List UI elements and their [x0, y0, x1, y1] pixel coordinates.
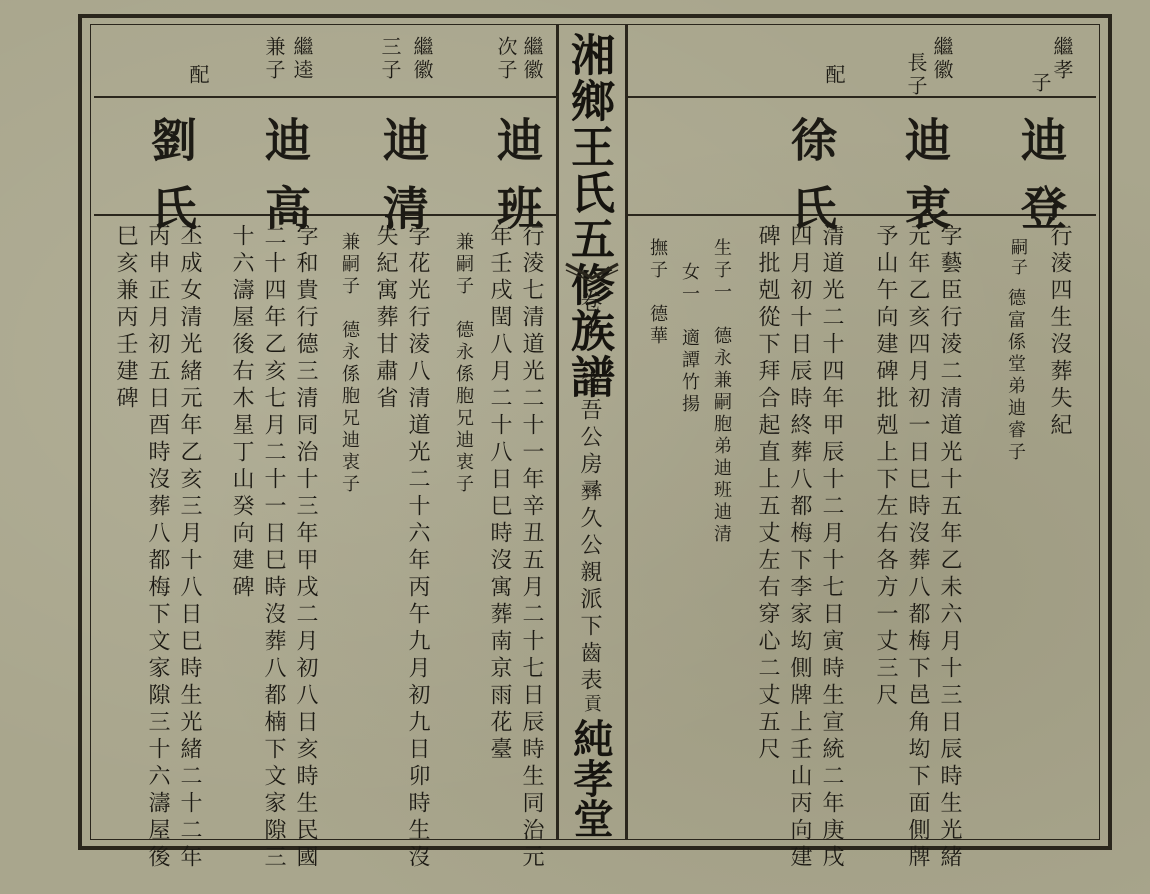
entry3-name: 迪班: [490, 116, 544, 252]
entry5-detail-1: 字和貴行德三清同治十三年甲戌二月初八日亥時生民國: [293, 224, 318, 872]
entry4-detail-2: 失紀寓葬甘肅省: [373, 224, 398, 413]
entry2-role-top: 繼徽: [930, 36, 954, 82]
hall-name: 純孝堂: [567, 718, 614, 838]
spouse1-name: 徐氏: [784, 116, 838, 252]
fishtail-mark-icon: [564, 262, 620, 282]
spouse2-detail-2: 丙申正月初五日酉時沒葬八都梅下文家隙三十六濤屋後: [145, 224, 170, 872]
spouse2-role: 配: [186, 64, 210, 87]
volume-line: 卷十 省吾公房彞久公親派下齒表: [577, 290, 602, 695]
entry5-detail-2: 二十四年乙亥七月二十一日巳時沒葬八都楠下文家隙三: [261, 224, 286, 872]
spouse1-children-1: 生子一 德永兼嗣胞弟迪班迪清: [711, 238, 732, 546]
entry2-heir: 德富係堂弟迪睿子: [1005, 288, 1026, 464]
entry2-heir-label: 嗣子: [1007, 238, 1027, 278]
entry3-role-bottom: 次子: [494, 36, 518, 82]
entry3-detail-1: 行淩七清道光二十一年辛丑五月二十七日辰時生同治元: [519, 224, 544, 872]
entry4-heir: 兼嗣子 德永係胞兄迪衷子: [339, 232, 360, 496]
entry3-heir: 兼嗣子 德永係胞兄迪衷子: [453, 232, 474, 496]
entry1-detail: 行淩四生沒葬失紀: [1047, 224, 1072, 440]
left-header-divider: [94, 96, 556, 98]
entry2-detail-2: 元年乙亥四月初一日巳時沒葬八都梅下邑角㘭下面側牌: [905, 224, 930, 872]
spouse1-detail-1: 清道光二十四年甲辰十二月十七日寅時生宣統二年庚戌: [819, 224, 844, 872]
entry5-detail-3: 十六濤屋後右木星丁山癸向建碑: [229, 224, 254, 602]
entry5-role-top: 繼逵: [290, 36, 314, 82]
entry4-detail-1: 字花光行淩八清道光二十六年丙午九月初九日卯時生沒: [405, 224, 430, 872]
spouse1-children-3: 撫子 德華: [647, 238, 668, 348]
spouse1-role: 配: [822, 64, 846, 87]
entry4-name: 迪清: [376, 116, 430, 252]
entry5-name: 迪高: [258, 116, 312, 252]
entry1-role-top: 繼孝: [1050, 36, 1074, 82]
entry2-name: 迪衷: [898, 116, 952, 252]
entry3-detail-2: 年壬戌閏八月二十八日巳時沒寓葬南京雨花臺: [487, 224, 512, 764]
spouse2-detail-3: 巳亥兼丙壬建碑: [113, 224, 138, 413]
entry2-role-bottom: 長子: [904, 52, 928, 98]
spouse2-detail-1: 丕成女清光緒元年乙亥三月十八日巳時生光緒二十二年: [177, 224, 202, 872]
entry2-detail-1: 字藝臣行淩二清道光十五年乙未六月十三日辰時生光緒: [937, 224, 962, 872]
entry2-detail-3: 予山午向建碑批剋上下左右各方一丈三尺: [873, 224, 898, 710]
spouse1-children-2: 女一 適譚竹揚: [679, 262, 700, 416]
entry5-role-bottom: 兼子: [262, 36, 286, 82]
book-title: 湘鄉王氏五修族譜: [563, 32, 614, 400]
page-mark: 貢: [584, 694, 602, 715]
entry1-name: 迪登: [1014, 116, 1068, 252]
spouse1-detail-3: 碑批剋從下拜合起直上五丈左右穿心二丈五尺: [755, 224, 780, 764]
spouse2-name: 劉氏: [144, 116, 198, 252]
entry3-role-top: 繼徽: [520, 36, 544, 82]
entry4-role-top: 繼徽: [410, 36, 434, 82]
entry4-role-bottom: 三子: [378, 36, 402, 82]
right-header-divider: [628, 96, 1096, 98]
spouse1-detail-2: 四月初十日辰時終葬八都梅下李家㘭側牌上壬山丙向建: [787, 224, 812, 872]
entry1-role-bottom: 子: [1028, 72, 1052, 95]
